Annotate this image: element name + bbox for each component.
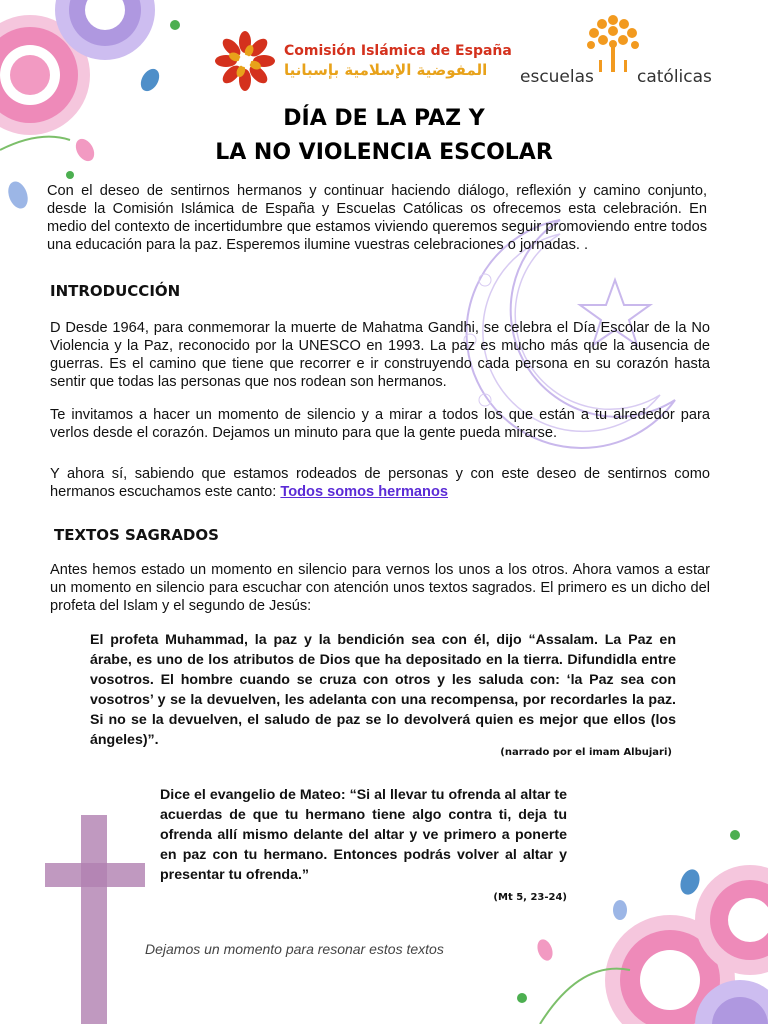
intro-section-p3-text: Y ahora sí, sabiendo que estamos rodeados de personas y con este deseo de sentirnos como hermanos escuchamos este canto: xyxy=(50,466,710,500)
quote-mateo: Dice el evangelio de Mateo: “Si al llevar tu ofrenda al altar te acuerdas de que tu hermano tiene algo contra ti, deja tu ofrenda allí mismo delante del altar y ve primero a ponerte en paz con tu hermano. Entonces podrás volver al altar y presentar tu ofrenda.” xyxy=(160,787,567,883)
closing-text: Dejamos un momento para resonar estos textos xyxy=(145,941,444,957)
heading-introduccion: INTRODUCCIÓN xyxy=(50,282,181,300)
cie-name-es: Comisión Islámica de España xyxy=(284,43,512,59)
cross-decoration xyxy=(45,815,145,1024)
page-title-line-1: DÍA DE LA PAZ Y xyxy=(283,106,485,131)
cie-logo xyxy=(214,30,512,92)
top-left-floral-decoration xyxy=(0,0,200,210)
texts-section-p1: Antes hemos estado un momento en silencio para vernos los unos a los otros. Ahora vamos a estar un momento en silencio para escuchar con atención unos textos sagrados. El primero es un dicho del profeta del Islam y el segundo de Jesús: xyxy=(50,562,710,614)
quote-mateo-source: (Mt 5, 23-24) xyxy=(493,892,567,903)
song-link-todos-somos-hermanos[interactable]: Todos somos hermanos xyxy=(280,484,448,500)
ec-word-catolicas: católicas xyxy=(637,67,712,87)
cie-flower-icon xyxy=(214,30,276,92)
page-title-line-2: LA NO VIOLENCIA ESCOLAR xyxy=(215,140,553,165)
intro-section-p1: D Desde 1964, para conmemorar la muerte de Mahatma Gandhi, se celebra el Día Escolar de la No Violencia y la Paz, reconocido por la UNESCO en 1993. La paz es mucho más que la ausencia de guerras. Es el camino que tiene que recorrer e ir construyendo cada persona en su corazón hasta sentir que todas las personas que nos rodean son hermanos. xyxy=(50,320,710,390)
quote-muhammad-source: (narrado por el imam Albujari) xyxy=(500,747,672,758)
intro-section-p2: Te invitamos a hacer un momento de silencio y a mirar a todos los que están a tu alrededor para verlos desde el corazón. Dejamos un minuto para que la gente pueda mirarse. xyxy=(50,407,710,441)
escuelas-catolicas-logo xyxy=(520,14,720,89)
intro-section-p3 xyxy=(50,465,710,501)
tree-icon xyxy=(585,14,641,74)
intro-paragraph: Con el deseo de sentirnos hermanos y continuar haciendo diálogo, reflexión y camino conjunto, desde la Comisión Islámica de España y Escuelas Católicas os ofrecemos esta celebración. En medio del contexto de incertidumbre que estamos viviendo queremos seguir promoviendo entre todos una educación para la paz. Esperemos ilumine vuestras celebraciones o jornadas. . xyxy=(47,183,707,253)
ec-word-escuelas: escuelas xyxy=(520,67,594,87)
quote-muhammad: El profeta Muhammad, la paz y la bendición sea con él, dijo “Assalam. La Paz en árabe, es uno de los atributos de Dios que ha depositado en la tierra. Difundidla entre vosotros. El hombre cuando se cruza con otros y les saluda con: ‘la Paz sea con vosotros’ y se la devuelven, les adelanta con una recompensa, por recordarles la paz. Si no se la devuelven, el saludo de paz se lo devolverá quien es mejor que ellos (los ángeles)”. xyxy=(90,632,676,748)
heading-textos-sagrados: TEXTOS SAGRADOS xyxy=(54,526,219,544)
cie-name-ar: المفوضية الإسلامية بإسبانيا xyxy=(284,61,488,79)
